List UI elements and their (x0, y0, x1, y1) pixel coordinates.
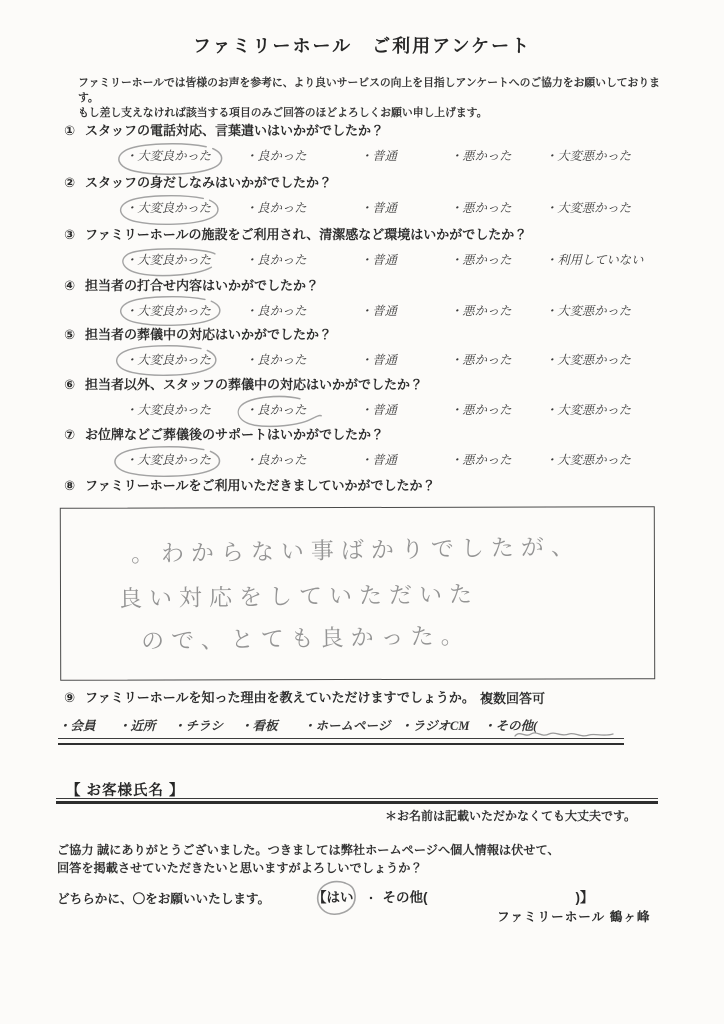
rating-option: ・悪かった (450, 201, 512, 215)
name-rule-line (56, 801, 658, 804)
closing-message (57, 841, 667, 877)
name-rule-line (56, 798, 658, 799)
circle-instruction: どちらかに、〇をお願いいたします。 (57, 892, 271, 906)
rating-option: ・普通 (360, 353, 397, 367)
rating-option: ・普通 (360, 453, 397, 467)
rating-option: ・悪かった (450, 403, 512, 417)
source-option: ・看板 (240, 719, 278, 733)
rating-option: ・悪かった (450, 304, 512, 318)
question-3 (0, 225, 724, 268)
intro-line-1: ファミリーホールでは皆様のお声を参考に、より良いサービスの向上を目指しアンケートへのご協力をお願いしております。 (78, 77, 660, 104)
source-option: ・近所 (118, 719, 156, 733)
question-7-text: お位牌などご葬儀後のサポートはいかがでしたか？ (85, 427, 385, 442)
consent-yes-option: はい (326, 890, 354, 905)
question-2-number: ② (64, 175, 76, 190)
rating-option: ・大変良かった (125, 253, 212, 267)
bracket-open: 【 (313, 890, 327, 905)
question-2-options (125, 200, 724, 216)
rating-option: ・大変悪かった (545, 403, 632, 417)
rating-option: ・良かった (245, 149, 307, 163)
choice-separator: ・ (365, 893, 377, 905)
rating-option: ・普通 (360, 149, 397, 163)
source-option: ・会員 (58, 719, 96, 733)
rating-option: ・大変良かった (125, 453, 212, 467)
form-title: ファミリーホール ご利用アンケート (192, 36, 532, 56)
rating-option: ・普通 (360, 253, 397, 267)
rating-option: ・大変良かった (125, 304, 212, 318)
question-7-number: ⑦ (64, 427, 76, 442)
rating-option: ・大変悪かった (545, 304, 632, 318)
handwritten-comment-line: 。わからない事ばかりでしたが、 (130, 534, 582, 568)
question-9-text: ファミリーホールを知った理由を教えていただけますでしょうか。 (85, 690, 475, 705)
rating-option: ・普通 (360, 201, 397, 215)
rating-option: ・良かった (245, 304, 307, 318)
question-6-options (125, 402, 724, 418)
question-7 (0, 425, 724, 468)
question-5-options (125, 352, 724, 368)
source-option: ・ホームページ (303, 719, 391, 733)
rating-option: ・悪かった (450, 149, 512, 163)
rating-option: ・大変良かった (125, 353, 212, 367)
rating-option: ・良かった (245, 453, 307, 467)
question-1-options (125, 148, 724, 164)
question-8-text: ファミリーホールをご利用いただきましていかがでしたか？ (85, 478, 436, 493)
question-5-number: ⑤ (64, 327, 76, 342)
question-3-text: ファミリーホールの施設をご利用され、清潔感など環境はいかがでしたか？ (85, 227, 528, 242)
question-1-text: スタッフの電話対応、言葉遣いはいかがでしたか？ (85, 123, 385, 138)
source-option: ・チラシ (173, 719, 224, 733)
handwritten-comment-line: ので、とても良かった。 (140, 623, 471, 655)
source-option: ・ラジオCM (400, 719, 470, 733)
consent-other-option: その他( (382, 890, 428, 905)
question-3-options (125, 252, 724, 268)
rating-option: ・大変悪かった (545, 353, 632, 367)
question-3-number: ③ (64, 227, 76, 242)
question-6-text: 担当者以外、スタッフの葬儀中の対応はいかがでしたか？ (85, 377, 424, 392)
question-7-options (125, 452, 724, 468)
question-5 (0, 325, 724, 368)
rating-option: ・普通 (360, 304, 397, 318)
rating-option: ・大変良かった (125, 201, 212, 215)
customer-name-label: 【 お客様氏名 】 (66, 783, 185, 799)
question-4 (0, 276, 724, 319)
bracket-close: )】 (575, 890, 594, 905)
rating-option: ・良かった (245, 253, 307, 267)
question-1 (0, 121, 724, 164)
question-6 (0, 375, 724, 418)
rating-option: ・利用していない (545, 253, 644, 267)
other-response-handwriting (512, 726, 616, 747)
question-2 (0, 173, 724, 216)
source-option: ・その他( (483, 719, 538, 733)
name-optional-note: ＊お名前は記載いただかなくても大丈夫です。 (385, 809, 637, 823)
branch-signature: ファミリーホール 鶴ヶ峰 (497, 910, 651, 924)
question-4-options (125, 303, 724, 319)
handwritten-comment-line: 良い対応をしていただいた (118, 581, 480, 613)
question-9 (0, 688, 724, 708)
rating-option: ・大変悪かった (545, 201, 632, 215)
question-8 (0, 476, 724, 496)
rating-option: ・大変悪かった (545, 149, 632, 163)
question-4-number: ④ (64, 278, 76, 293)
question-8-number: ⑧ (64, 478, 76, 493)
rating-option: ・普通 (360, 403, 397, 417)
multiple-answers-note: 複数回答可 (480, 691, 546, 706)
publish-consent-choice (313, 886, 594, 906)
closing-line-2: 回答を掲載させていただきたいと思いますがよろしいでしょうか？ (57, 861, 423, 875)
intro-line-2: もし差し支えなければ該当する項目のみご回答のほどよろしくお願い申し上げます。 (78, 107, 488, 119)
rating-option: ・悪かった (450, 453, 512, 467)
rating-option: ・良かった (245, 403, 307, 417)
question-5-text: 担当者の葬儀中の対応はいかがでしたか？ (85, 327, 333, 342)
rating-option: ・大変良かった (125, 149, 212, 163)
question-4-text: 担当者の打合せ内容はいかがでしたか？ (85, 278, 320, 293)
question-6-number: ⑥ (64, 377, 76, 392)
form-intro (78, 76, 664, 121)
rating-option: ・大変良かった (125, 403, 212, 417)
rating-option: ・良かった (245, 201, 307, 215)
rating-option: ・悪かった (450, 353, 512, 367)
rating-option: ・悪かった (450, 253, 512, 267)
rating-option: ・良かった (245, 353, 307, 367)
question-1-number: ① (64, 123, 76, 138)
closing-line-1: ご協力 誠にありがとうございました。つきましては弊社ホームページへ個人情報は伏せて、 (57, 843, 560, 857)
question-9-number: ⑨ (64, 690, 76, 705)
rating-option: ・大変悪かった (545, 453, 632, 467)
comment-box (60, 506, 655, 681)
question-2-text: スタッフの身だしなみはいかがでしたか？ (85, 175, 333, 190)
